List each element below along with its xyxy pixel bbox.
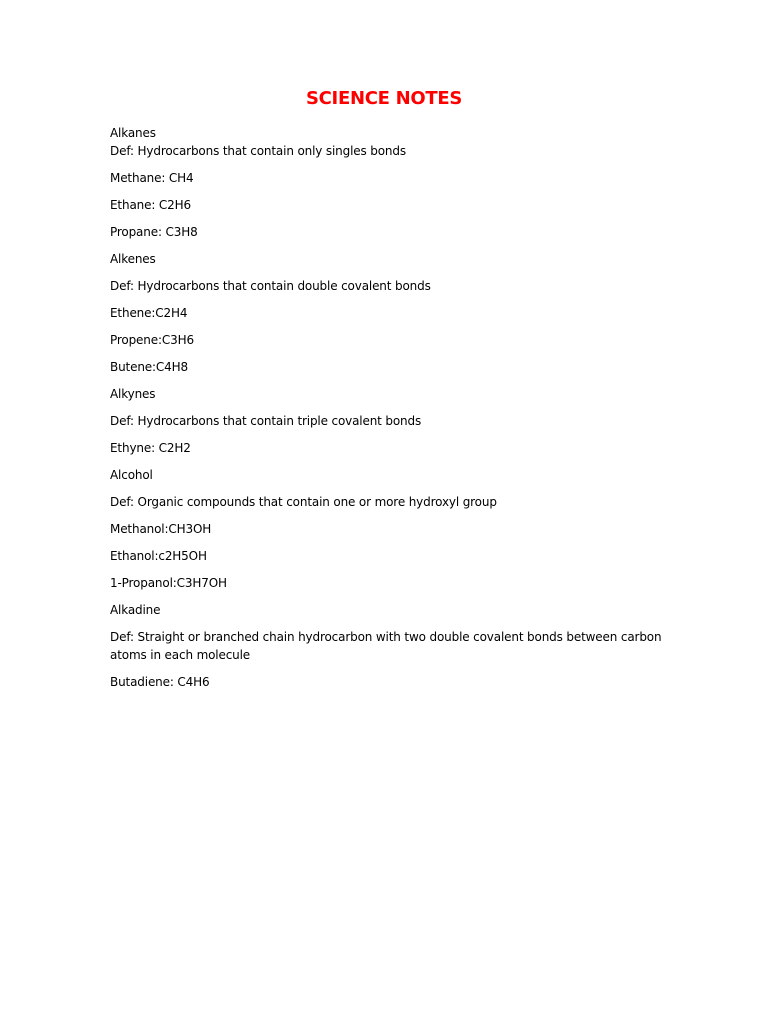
- page-title: SCIENCE NOTES: [305, 88, 462, 109]
- note-line-butene: Butene:C4H8: [110, 360, 188, 374]
- note-line-ethene: Ethene:C2H4: [110, 306, 188, 320]
- definition-alkynes: Def: Hydrocarbons that contain triple covalent bonds: [110, 414, 422, 428]
- definition-alkenes: Def: Hydrocarbons that contain double covalent bonds: [110, 279, 431, 293]
- note-line-propanol: 1-Propanol:C3H7OH: [110, 576, 227, 590]
- note-line-methane: Methane: CH4: [110, 171, 194, 185]
- definition-alcohol: Def: Organic compounds that contain one or more hydroxyl group: [110, 495, 497, 509]
- definition-alkadine: Def: Straight or branched chain hydrocarbon with two double covalent bonds between carbon atoms in each molecule: [110, 630, 662, 662]
- section-heading-alcohol: Alcohol: [110, 468, 153, 482]
- note-line-ethanol: Ethanol:c2H5OH: [110, 549, 207, 563]
- note-line-butadiene: Butadiene: C4H6: [110, 675, 210, 689]
- note-line-ethane: Ethane: C2H6: [110, 198, 191, 212]
- notes-body: [110, 124, 670, 691]
- section-heading-alkanes: Alkanes: [110, 126, 156, 140]
- section-heading-alkadine: Alkadine: [110, 603, 161, 617]
- note-line-propene: Propene:C3H6: [110, 333, 194, 347]
- note-line-methanol: Methanol:CH3OH: [110, 522, 212, 536]
- note-line-propane: Propane: C3H8: [110, 225, 198, 239]
- definition-alkanes: Def: Hydrocarbons that contain only singles bonds: [110, 144, 406, 158]
- section-heading-alkynes: Alkynes: [110, 387, 156, 401]
- note-line-ethyne: Ethyne: C2H2: [110, 441, 191, 455]
- section-heading-alkenes: Alkenes: [110, 252, 156, 266]
